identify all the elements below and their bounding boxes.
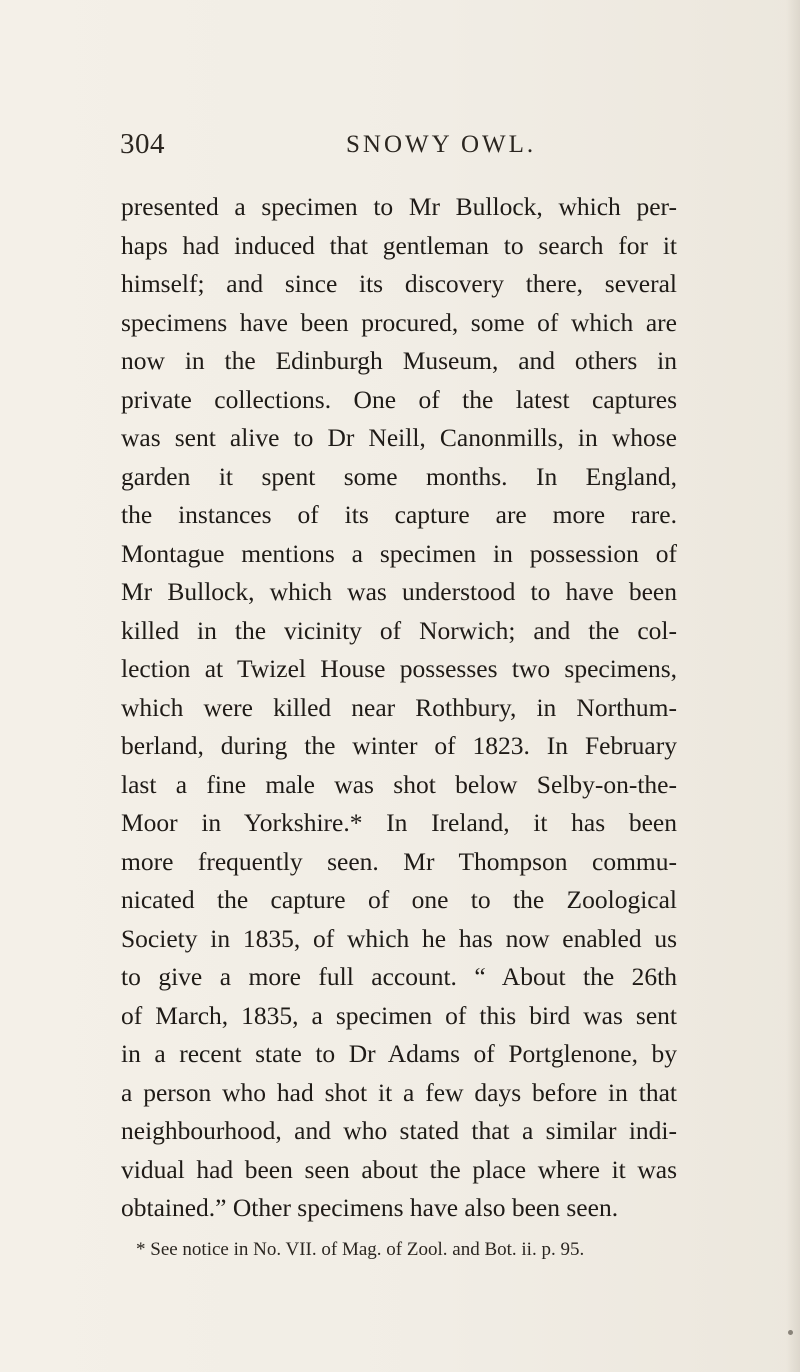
text-line: was sent alive to Dr Neill, Canonmills, in whose (121, 423, 677, 452)
text-line: obtained.” Other specimens have also been seen. (121, 1193, 619, 1222)
body-text (121, 188, 677, 1228)
text-line: vidual had been seen about the place where it was (121, 1154, 677, 1184)
text-line: last a fine male was shot below Selby-on-the- (121, 769, 677, 799)
text-line: haps had induced that gentleman to search for it (121, 230, 677, 260)
page-header (120, 128, 680, 168)
text-line: of March, 1835, a specimen of this bird was sent (121, 1000, 677, 1030)
text-line: a person who had shot it a few days before in that (121, 1077, 677, 1107)
text-line: berland, during the winter of 1823. In February (121, 731, 677, 760)
footnote: * See notice in No. VII. of Mag. of Zool. and Bot. ii. p. 95. (136, 1239, 585, 1260)
text-line: to give a more full account. “ About the 26th (121, 962, 677, 991)
text-line: himself; and since its discovery there, several (121, 269, 677, 298)
text-line: private collections. One of the latest captures (121, 384, 677, 414)
text-line: which were killed near Rothbury, in Northum- (121, 692, 677, 722)
text-line: more frequently seen. Mr Thompson commu- (121, 846, 677, 876)
text-line: killed in the vicinity of Norwich; and the col- (121, 615, 677, 645)
running-head: SNOWY OWL. (346, 131, 537, 158)
text-line: garden it spent some months. In England, (121, 461, 677, 491)
text-line: neighbourhood, and who stated that a similar indi- (121, 1116, 677, 1145)
text-line: presented a specimen to Mr Bullock, which per- (121, 192, 677, 221)
text-line: Moor in Yorkshire.* In Ireland, it has been (121, 808, 677, 837)
text-line: in a recent state to Dr Adams of Portglenone, by (121, 1039, 677, 1068)
text-line: Society in 1835, of which he has now enabled us (121, 923, 677, 953)
text-line: Montague mentions a specimen in possession of (121, 538, 677, 568)
paper-speck (788, 1330, 793, 1335)
text-line: nicated the capture of one to the Zoological (121, 885, 677, 914)
text-line: specimens have been procured, some of which are (121, 307, 677, 337)
text-line: Mr Bullock, which was understood to have been (121, 577, 677, 606)
page-number: 304 (120, 128, 165, 160)
page-edge-shadow (786, 0, 800, 1372)
text-line: lection at Twizel House possesses two specimens, (121, 654, 677, 683)
text-line: the instances of its capture are more rare. (121, 500, 677, 529)
text-line: now in the Edinburgh Museum, and others in (121, 346, 677, 375)
